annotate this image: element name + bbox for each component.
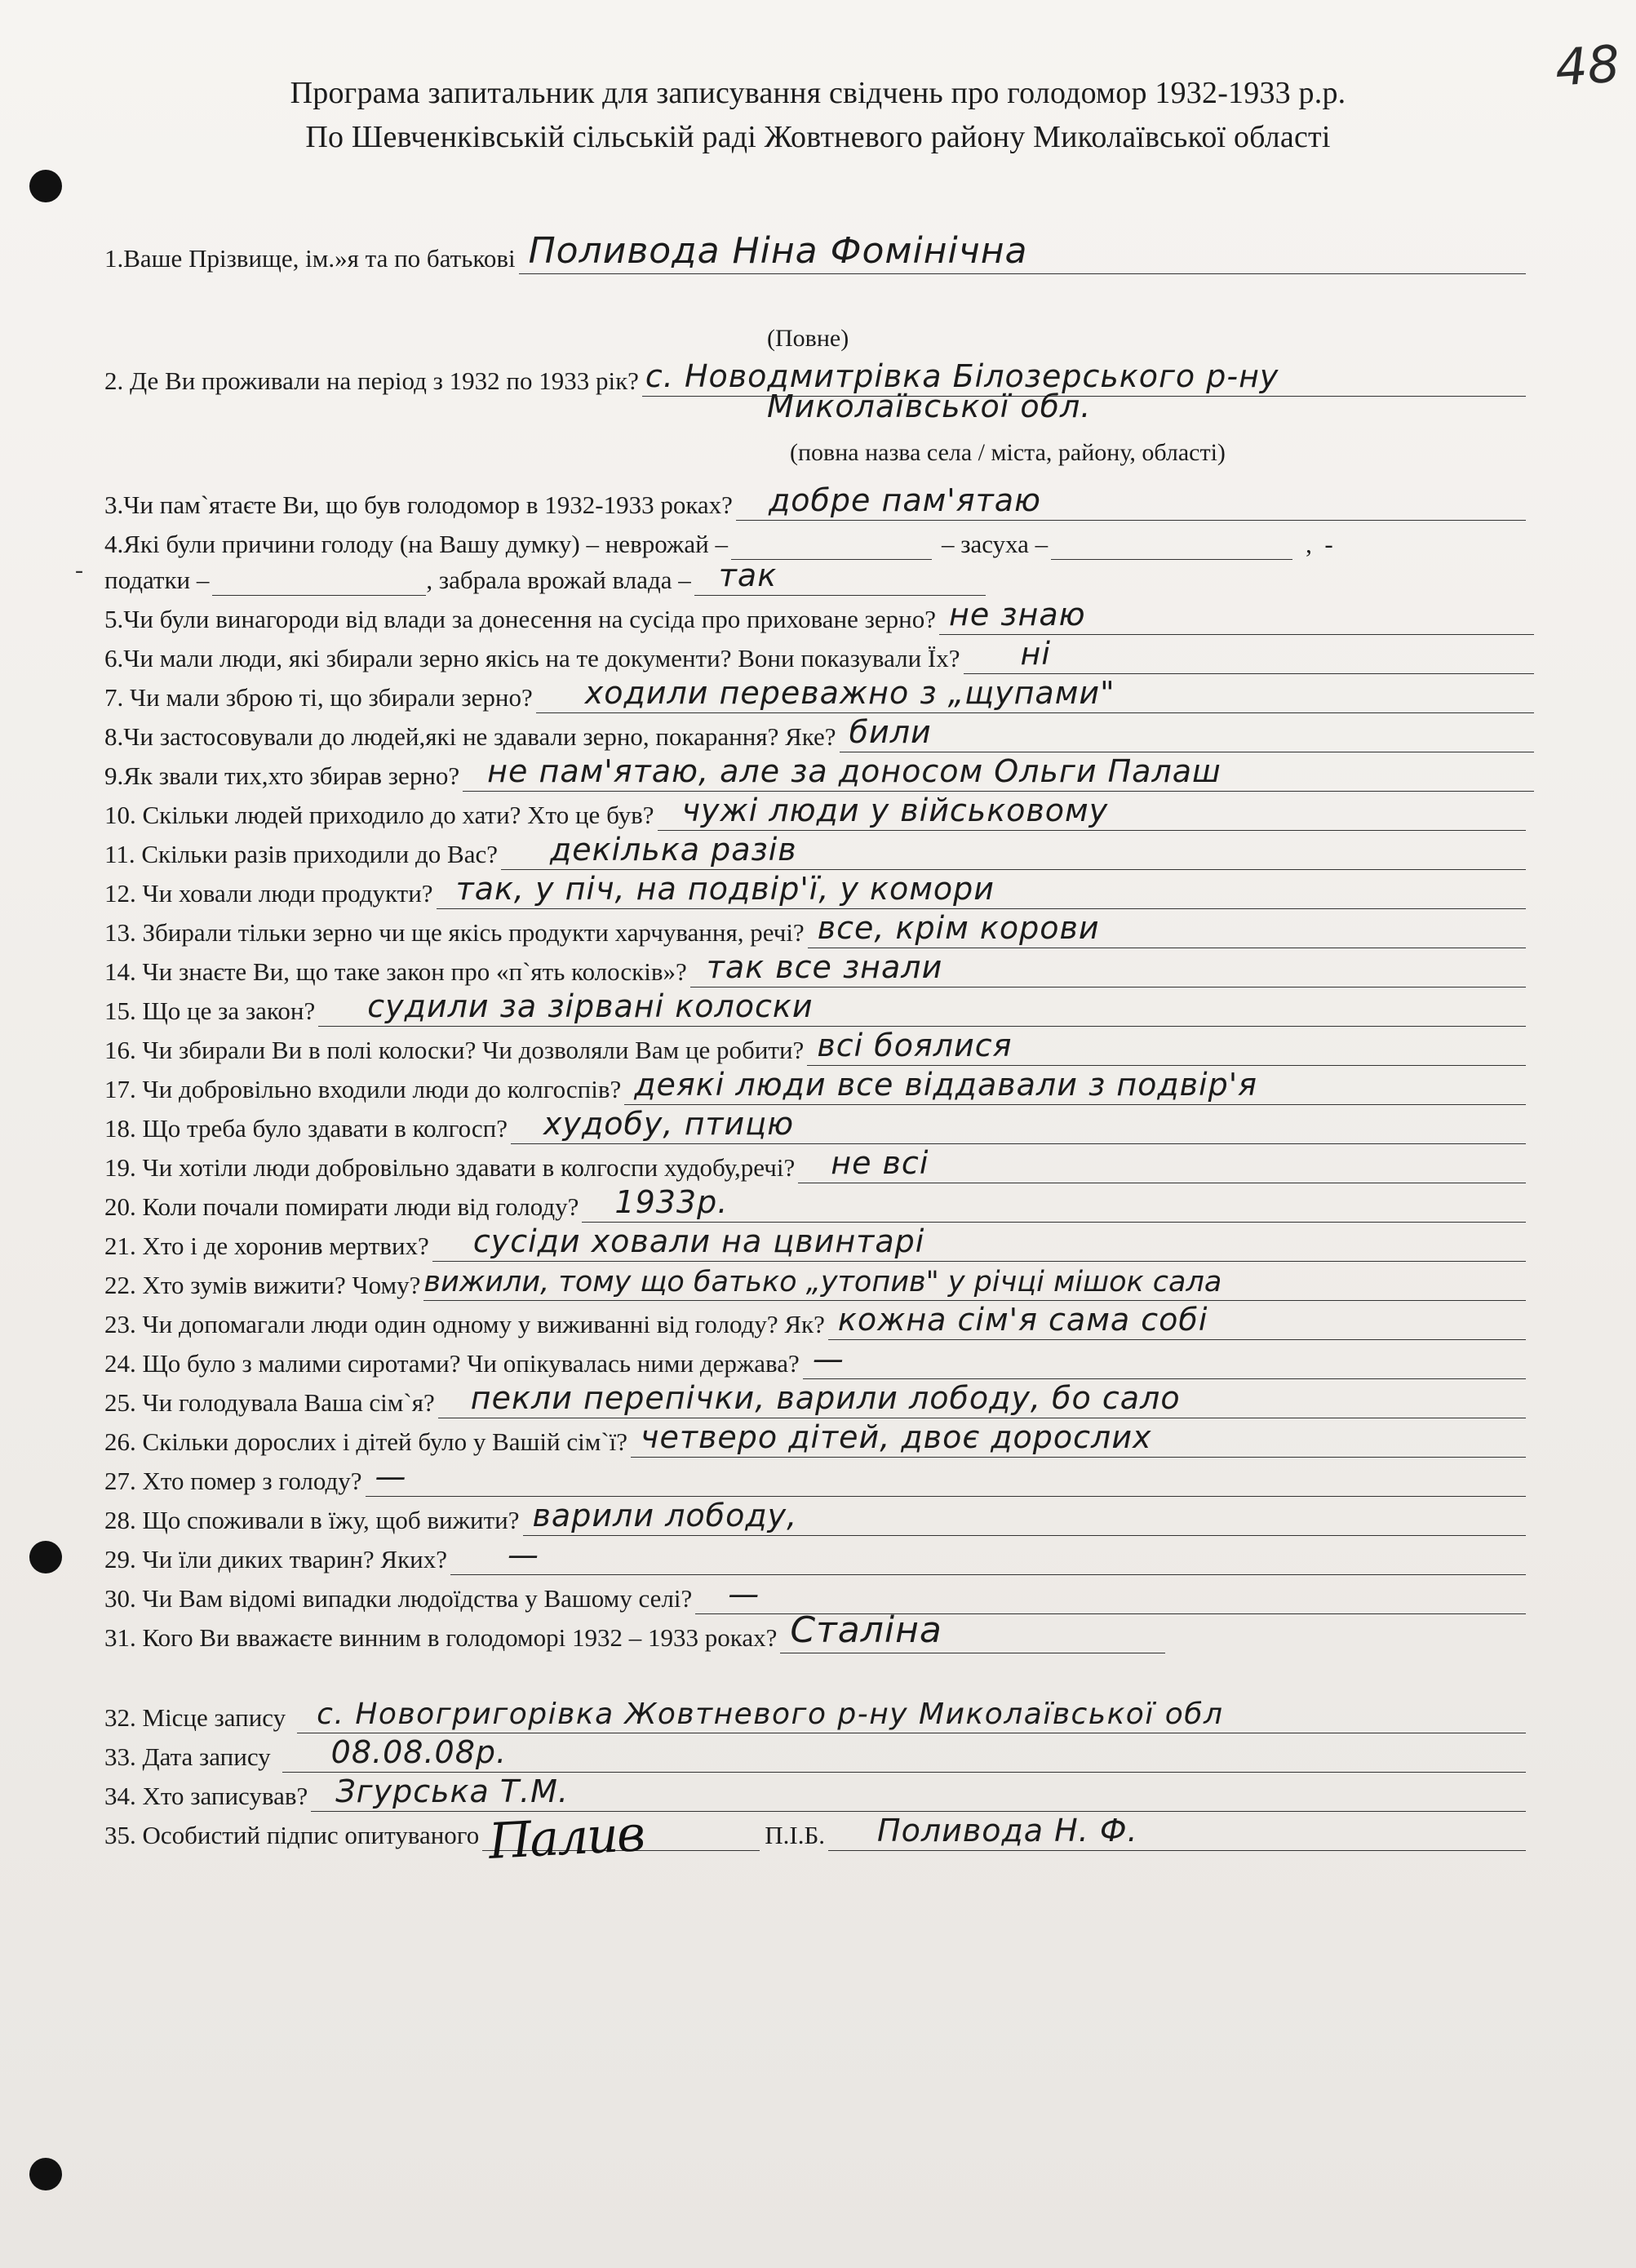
punch-hole-2 bbox=[29, 1541, 62, 1573]
question-17-label: 17. Чи добровільно входили люди до колгоспів? bbox=[104, 1075, 622, 1103]
page-number: 48 bbox=[1553, 33, 1622, 98]
question-35-label: 35. Особистий підпис опитуваного bbox=[104, 1821, 480, 1849]
question-34-label: 34. Хто записував? bbox=[104, 1782, 308, 1810]
question-3-label: 3.Чи пам`ятаєте Ви, що був голодомор в 1932-1933 роках? bbox=[104, 490, 733, 519]
answer-11-text: декілька разів bbox=[549, 832, 797, 868]
answer-18-text: худобу, птицю bbox=[543, 1106, 795, 1142]
punch-hole-1 bbox=[29, 170, 62, 202]
question-5-label: 5.Чи були винагороди від влади за донесення на сусіда про приховане зерно? bbox=[104, 605, 936, 633]
answer-25-text: пекли перепічки, варили лободу, бо сало bbox=[470, 1380, 1181, 1416]
question-11-label: 11. Скільки разів приходили до Вас? bbox=[104, 840, 498, 868]
question-2-label: 2. Де Ви проживали на період з 1932 по 1933 рік? bbox=[104, 366, 639, 395]
answer-16-text: всі боялися bbox=[817, 1027, 1013, 1063]
margin-dash: - bbox=[75, 557, 83, 584]
question-1-caption: (Повне) bbox=[767, 325, 849, 352]
fio-line bbox=[828, 1806, 1526, 1851]
header-line-1: Програма запитальник для записування свідчень про голодомор 1932-1933 р.р. bbox=[290, 76, 1346, 110]
answer-30-text: — bbox=[728, 1576, 760, 1612]
question-14-label: 14. Чи знаєте Ви, що таке закон про «п`ять колосків»? bbox=[104, 957, 687, 986]
question-10-label: 10. Скільки людей приходило до хати? Хто це був? bbox=[104, 801, 654, 829]
answer-33-text: 08.08.08р. bbox=[330, 1734, 508, 1770]
question-4-drought-label: – засуха – bbox=[941, 530, 1049, 558]
question-26-label: 26. Скільки дорослих і дітей було у Вашій сім`ї? bbox=[104, 1427, 628, 1456]
question-24-label: 24. Що було з малими сиротами? Чи опікувалась ними держава? bbox=[104, 1349, 800, 1378]
question-33-label: 33. Дата запису bbox=[104, 1742, 271, 1771]
question-31 bbox=[104, 1608, 1165, 1653]
answer-13-text: все, крім корови bbox=[817, 910, 1100, 946]
answer-4-drought-value bbox=[1051, 515, 1292, 560]
answer-14-text: так все знали bbox=[706, 949, 943, 985]
question-4-power-label: , забрала врожай влада – bbox=[426, 566, 691, 594]
question-29-label: 29. Чи їли диких тварин? Яких? bbox=[104, 1545, 447, 1573]
question-32-label: 32. Місце запису bbox=[104, 1703, 286, 1732]
question-30-label: 30. Чи Вам відомі випадки людоїдства у Вашому селі? bbox=[104, 1584, 693, 1613]
answer-29-text: — bbox=[507, 1537, 539, 1573]
answer-12-text: так, у піч, на подвір'ї, у комори bbox=[455, 871, 995, 907]
question-13-label: 13. Збирали тільки зерно чи ще якісь продукти харчування, речі? bbox=[104, 918, 805, 947]
respondent-signature: Палив bbox=[487, 1805, 645, 1871]
question-15-label: 15. Що це за закон? bbox=[104, 996, 316, 1025]
answer-1-line bbox=[519, 229, 1526, 274]
answer-10-text: чужі люди у військовому bbox=[681, 792, 1109, 828]
answer-32-text: с. Новогригорівка Жовтневого р-ну Миколаївської обл bbox=[317, 1698, 1224, 1731]
fio-label: П.І.Б. bbox=[765, 1821, 826, 1849]
answer-34-text: Згурська Т.М. bbox=[335, 1773, 569, 1809]
question-19-label: 19. Чи хотіли люди добровільно здавати в колгоспи худобу,речі? bbox=[104, 1153, 796, 1182]
answer-5-text: не знаю bbox=[948, 597, 1086, 632]
question-4-label: 4.Які були причини голоду (на Вашу думку) – неврожай – bbox=[104, 530, 728, 558]
answer-22-text: вижили, тому що батько „утопив" у річці мішок сала bbox=[423, 1266, 1222, 1298]
question-31-label: 31. Кого Ви вважаєте винним в голодоморі 1932 – 1933 роках? bbox=[104, 1623, 778, 1652]
question-35 bbox=[104, 1805, 1526, 1871]
question-9-label: 9.Як звали тих,хто збирав зерно? bbox=[104, 761, 460, 790]
answer-24-text: — bbox=[812, 1341, 845, 1377]
question-4-dash: , - bbox=[1306, 530, 1333, 558]
question-1-label: 1.Ваше Прізвище, ім.»я та по батькові bbox=[104, 244, 516, 273]
answer-21-text: сусіди ховали на цвинтарі bbox=[472, 1223, 925, 1259]
answer-27-text: — bbox=[375, 1458, 407, 1494]
question-4-taxes-label: податки – bbox=[104, 566, 210, 594]
question-27-label: 27. Хто помер з голоду? bbox=[104, 1467, 362, 1495]
question-20-label: 20. Коли почали помирати люди від голоду? bbox=[104, 1192, 579, 1221]
question-8-label: 8.Чи застосовували до людей,які не здавали зерно, покарання? Яке? bbox=[104, 722, 836, 751]
answer-6-text: ні bbox=[1020, 636, 1051, 672]
punch-hole-3 bbox=[29, 2158, 62, 2190]
answer-3-text: добре пам'ятаю bbox=[768, 482, 1041, 518]
answer-17-text: деякі люди все віддавали з подвір'я bbox=[634, 1067, 1258, 1103]
answer-26-text: четверо дітей, двоє дорослих bbox=[641, 1419, 1152, 1455]
question-1 bbox=[104, 229, 1526, 274]
header-line-2: По Шевченківській сільській раді Жовтневого району Миколаївської області bbox=[305, 120, 1331, 154]
question-16-label: 16. Чи збирали Ви в полі колоски? Чи дозволяли Вам це робити? bbox=[104, 1036, 805, 1064]
answer-7-text: ходили переважно з „щупами" bbox=[584, 675, 1115, 711]
question-12-label: 12. Чи ховали люди продукти? bbox=[104, 879, 433, 908]
answer-28-text: варили лободу, bbox=[532, 1498, 798, 1533]
answer-31-text: Сталіна bbox=[790, 1609, 942, 1651]
fio-text: Поливода Н. Ф. bbox=[877, 1813, 1138, 1849]
answer-2-text-line1: с. Новодмитрівка Білозерського р-ну bbox=[645, 358, 1279, 394]
answer-8-text: били bbox=[849, 714, 932, 750]
answer-23-text: кожна сім'я сама собі bbox=[837, 1302, 1208, 1338]
question-23-label: 23. Чи допомагали люди один одному у виживанні від голоду? Як? bbox=[104, 1310, 825, 1338]
question-21-label: 21. Хто і де хоронив мертвих? bbox=[104, 1232, 429, 1260]
answer-2-text-line2: Миколаївської обл. bbox=[767, 388, 1092, 424]
answer-9-text: не пам'ятаю, але за доносом Ольги Палаш bbox=[487, 753, 1221, 789]
question-7-label: 7. Чи мали зброю ті, що збирали зерно? bbox=[104, 683, 533, 712]
answer-1-text: Поливода Ніна Фомінічна bbox=[528, 230, 1028, 272]
question-6-label: 6.Чи мали люди, які збирали зерно якісь на те документи? Вони показували Їх? bbox=[104, 644, 960, 672]
question-28-label: 28. Що споживали в їжу, щоб вижити? bbox=[104, 1506, 520, 1534]
answer-31-line bbox=[780, 1609, 1165, 1653]
answer-19-text: не всі bbox=[831, 1145, 929, 1181]
question-18-label: 18. Що треба було здавати в колгосп? bbox=[104, 1114, 508, 1143]
answer-4-text: так bbox=[718, 557, 778, 593]
question-2-caption: (повна назва села / міста, району, області) bbox=[790, 439, 1226, 466]
answer-20-text: 1933р. bbox=[614, 1184, 729, 1220]
signature-line bbox=[482, 1805, 760, 1871]
question-22-label: 22. Хто зумів вижити? Чому? bbox=[104, 1271, 421, 1299]
answer-15-text: судили за зірвані колоски bbox=[367, 988, 814, 1024]
question-25-label: 25. Чи голодувала Ваша сім`я? bbox=[104, 1388, 435, 1417]
